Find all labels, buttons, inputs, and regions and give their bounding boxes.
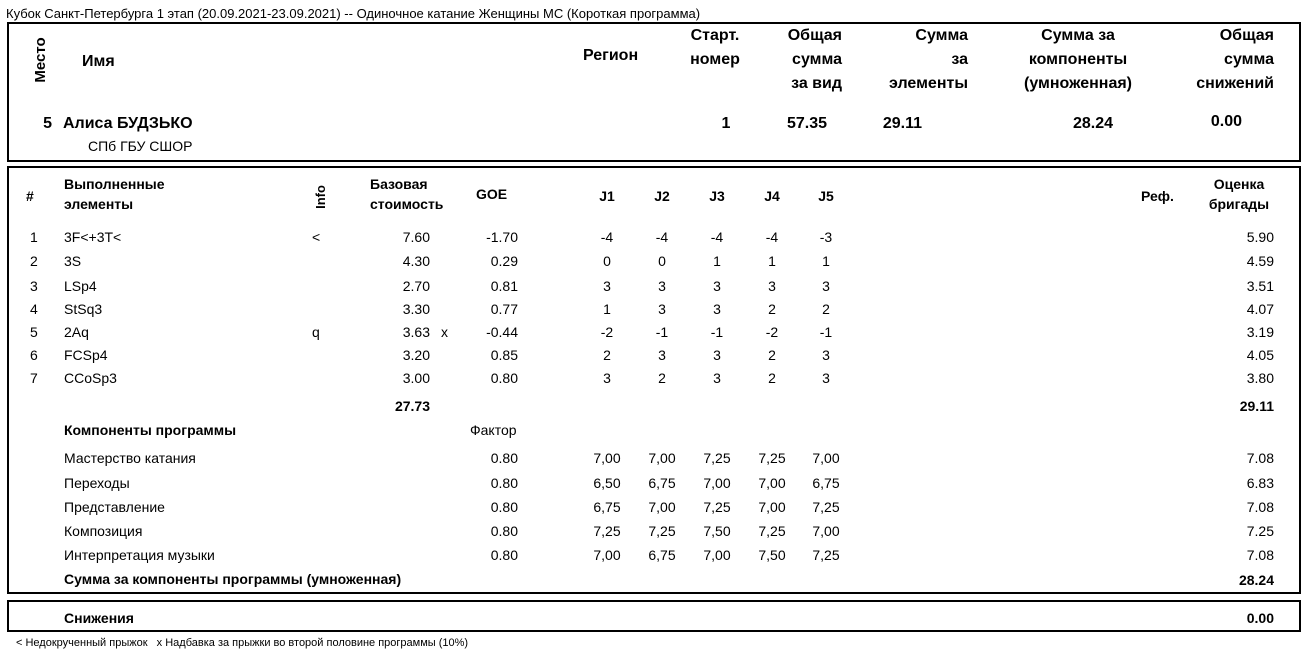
element-judge-3: 3 [713, 370, 721, 386]
element-base-value: 4.30 [402, 253, 430, 269]
component-judge-1: 6,75 [593, 499, 621, 515]
component-judge-4: 7,50 [758, 547, 786, 563]
component-judge-2: 7,25 [648, 523, 676, 539]
element-judge-5: -1 [819, 324, 833, 340]
skater-components-score: 28.24 [1072, 115, 1113, 132]
component-judge-3: 7,00 [703, 547, 731, 563]
element-judge-1: 3 [603, 278, 611, 294]
element-judge-4: 1 [768, 253, 776, 269]
element-base-value: 3.63 [402, 324, 430, 340]
element-judge-3: 3 [713, 347, 721, 363]
component-judge-1: 7,00 [593, 547, 621, 563]
component-judge-2: 7,00 [648, 499, 676, 515]
element-num: 7 [30, 370, 38, 386]
component-panel-score: 7.08 [1246, 450, 1274, 466]
header-place: Место [32, 37, 49, 83]
component-judge-5: 7,00 [812, 450, 840, 466]
element-judge-2: -1 [655, 324, 669, 340]
skater-total: 57.35 [786, 115, 827, 132]
header-panel-score: Оценка бригады [1208, 176, 1270, 212]
element-code: 3S [64, 253, 82, 269]
element-base-value: 7.60 [402, 229, 430, 245]
element-judge-2: 3 [658, 301, 666, 317]
element-judge-4: 3 [768, 278, 776, 294]
component-name: Композиция [64, 523, 143, 539]
element-num: 6 [30, 347, 38, 363]
element-code: CCoSp3 [64, 370, 117, 386]
component-name: Переходы [64, 475, 130, 491]
component-name: Мастерство катания [64, 450, 196, 466]
element-judge-5: 3 [822, 370, 830, 386]
component-factor: 0.80 [490, 523, 518, 539]
element-goe: -1.70 [486, 229, 518, 245]
element-judge-2: -4 [655, 229, 669, 245]
header-info: Info [313, 185, 328, 209]
element-goe: 0.29 [490, 253, 518, 269]
component-judge-2: 6,75 [648, 475, 676, 491]
component-judge-4: 7,00 [758, 475, 786, 491]
element-judge-5: 2 [822, 301, 830, 317]
element-bonus-mark: x [441, 324, 448, 340]
component-judge-2: 6,75 [648, 547, 676, 563]
element-base-value: 2.70 [402, 278, 430, 294]
element-num: 1 [30, 229, 38, 245]
skater-name: Алиса БУДЗЬКО [63, 115, 193, 132]
component-panel-score: 7.25 [1246, 523, 1274, 539]
element-goe: 0.77 [490, 301, 518, 317]
element-judge-2: 0 [658, 253, 666, 269]
element-judge-1: -4 [600, 229, 614, 245]
components-factor-label: Фактор [470, 422, 517, 438]
element-panel-score: 5.90 [1246, 229, 1274, 245]
header-name: Имя [82, 53, 115, 70]
element-judge-4: 2 [768, 370, 776, 386]
element-code: 2Aq [64, 324, 89, 340]
element-panel-score: 3.19 [1246, 324, 1274, 340]
element-code: LSp4 [64, 278, 97, 294]
component-judge-1: 6,50 [593, 475, 621, 491]
deductions-value: 0.00 [1246, 610, 1274, 626]
component-judge-5: 7,25 [812, 499, 840, 515]
element-judge-5: -3 [819, 229, 833, 245]
element-judge-3: -1 [710, 324, 724, 340]
element-code: StSq3 [64, 301, 103, 317]
element-judge-5: 3 [822, 278, 830, 294]
element-judge-1: -2 [600, 324, 614, 340]
footnote: < Недокрученный прыжок x Надбавка за прыжки во второй половине программы (10%) [16, 637, 469, 649]
skater-start-number: 1 [721, 115, 731, 132]
header-judge-3: J3 [709, 188, 725, 204]
element-goe: 0.81 [490, 278, 518, 294]
component-panel-score: 7.08 [1246, 499, 1274, 515]
panel-elements-total: 29.11 [1239, 398, 1274, 414]
element-judge-4: -4 [765, 229, 779, 245]
element-judge-1: 0 [603, 253, 611, 269]
element-judge-4: -2 [765, 324, 779, 340]
skater-elements-score: 29.11 [882, 115, 922, 132]
component-name: Интерпретация музыки [64, 547, 215, 563]
element-judge-5: 1 [822, 253, 830, 269]
component-judge-5: 6,75 [812, 475, 840, 491]
component-factor: 0.80 [490, 499, 518, 515]
element-judge-1: 1 [603, 301, 611, 317]
element-judge-2: 3 [658, 347, 666, 363]
component-judge-5: 7,00 [812, 523, 840, 539]
element-judge-4: 2 [768, 301, 776, 317]
header-judge-5: J5 [818, 188, 834, 204]
component-judge-5: 7,25 [812, 547, 840, 563]
element-panel-score: 3.80 [1246, 370, 1274, 386]
skater-place: 5 [43, 115, 52, 132]
element-panel-score: 4.07 [1246, 301, 1274, 317]
header-total: Общая сумма за вид [787, 27, 842, 92]
components-total-label: Сумма за компоненты программы (умноженная) [64, 571, 402, 587]
component-judge-4: 7,00 [758, 499, 786, 515]
element-judge-5: 3 [822, 347, 830, 363]
element-num: 3 [30, 278, 38, 294]
component-judge-4: 7,25 [758, 450, 786, 466]
component-judge-3: 7,00 [703, 475, 731, 491]
skater-club: СПб ГБУ СШОР [88, 138, 193, 154]
header-start-number: Старт. номер [690, 27, 740, 68]
element-goe: 0.80 [490, 370, 518, 386]
header-judge-1: J1 [599, 188, 615, 204]
component-factor: 0.80 [490, 547, 518, 563]
components-total: 28.24 [1238, 572, 1274, 588]
component-judge-2: 7,00 [648, 450, 676, 466]
element-judge-3: -4 [710, 229, 724, 245]
skater-deductions: 0.00 [1210, 113, 1242, 130]
element-code: 3F<+3T< [64, 229, 122, 245]
element-code: FCSp4 [64, 347, 108, 363]
element-judge-2: 3 [658, 278, 666, 294]
element-judge-2: 2 [658, 370, 666, 386]
element-num: 5 [30, 324, 38, 340]
component-judge-3: 7,25 [703, 499, 731, 515]
component-judge-3: 7,25 [703, 450, 731, 466]
component-judge-1: 7,25 [593, 523, 621, 539]
element-goe: -0.44 [486, 324, 518, 340]
component-factor: 0.80 [490, 450, 518, 466]
header-ref: Реф. [1141, 188, 1174, 204]
header-region: Регион [583, 47, 639, 64]
header-base-value: Базовая стоимость [370, 176, 444, 212]
header-judge-4: J4 [764, 188, 780, 204]
element-judge-3: 1 [713, 253, 721, 269]
header-goe: GOE [476, 186, 508, 202]
element-judge-4: 2 [768, 347, 776, 363]
element-panel-score: 4.59 [1246, 253, 1274, 269]
component-judge-1: 7,00 [593, 450, 621, 466]
component-judge-4: 7,25 [758, 523, 786, 539]
deductions-box [7, 600, 1301, 632]
header-deductions-sum: Общая сумма снижений [1196, 27, 1274, 92]
component-name: Представление [64, 499, 165, 515]
element-num: 4 [30, 301, 38, 317]
header-components-sum: Сумма за компоненты (умноженная) [1024, 27, 1132, 92]
element-info: q [312, 324, 320, 340]
element-info: < [312, 229, 321, 245]
component-panel-score: 7.08 [1246, 547, 1274, 563]
element-judge-3: 3 [713, 278, 721, 294]
element-num: 2 [30, 253, 38, 269]
header-elements: Выполненные элементы [64, 176, 165, 212]
element-judge-1: 3 [603, 370, 611, 386]
component-panel-score: 6.83 [1246, 475, 1274, 491]
element-base-value: 3.00 [402, 370, 430, 386]
element-judge-3: 3 [713, 301, 721, 317]
components-title: Компоненты программы [64, 422, 237, 438]
deductions-label: Снижения [64, 610, 134, 626]
event-title: Кубок Санкт-Петербурга 1 этап (20.09.2021-23.09.2021) -- Одиночное катание Женщины МС (Короткая программа) [6, 6, 701, 21]
element-goe: 0.85 [490, 347, 518, 363]
element-panel-score: 4.05 [1246, 347, 1274, 363]
component-factor: 0.80 [490, 475, 518, 491]
header-num: # [26, 188, 34, 204]
element-judge-1: 2 [603, 347, 611, 363]
base-value-total: 27.73 [394, 398, 430, 414]
element-base-value: 3.20 [402, 347, 430, 363]
header-judge-2: J2 [654, 188, 670, 204]
element-panel-score: 3.51 [1246, 278, 1274, 294]
header-elements-sum: Сумма за элементы [889, 27, 968, 92]
component-judge-3: 7,50 [703, 523, 731, 539]
element-base-value: 3.30 [402, 301, 430, 317]
